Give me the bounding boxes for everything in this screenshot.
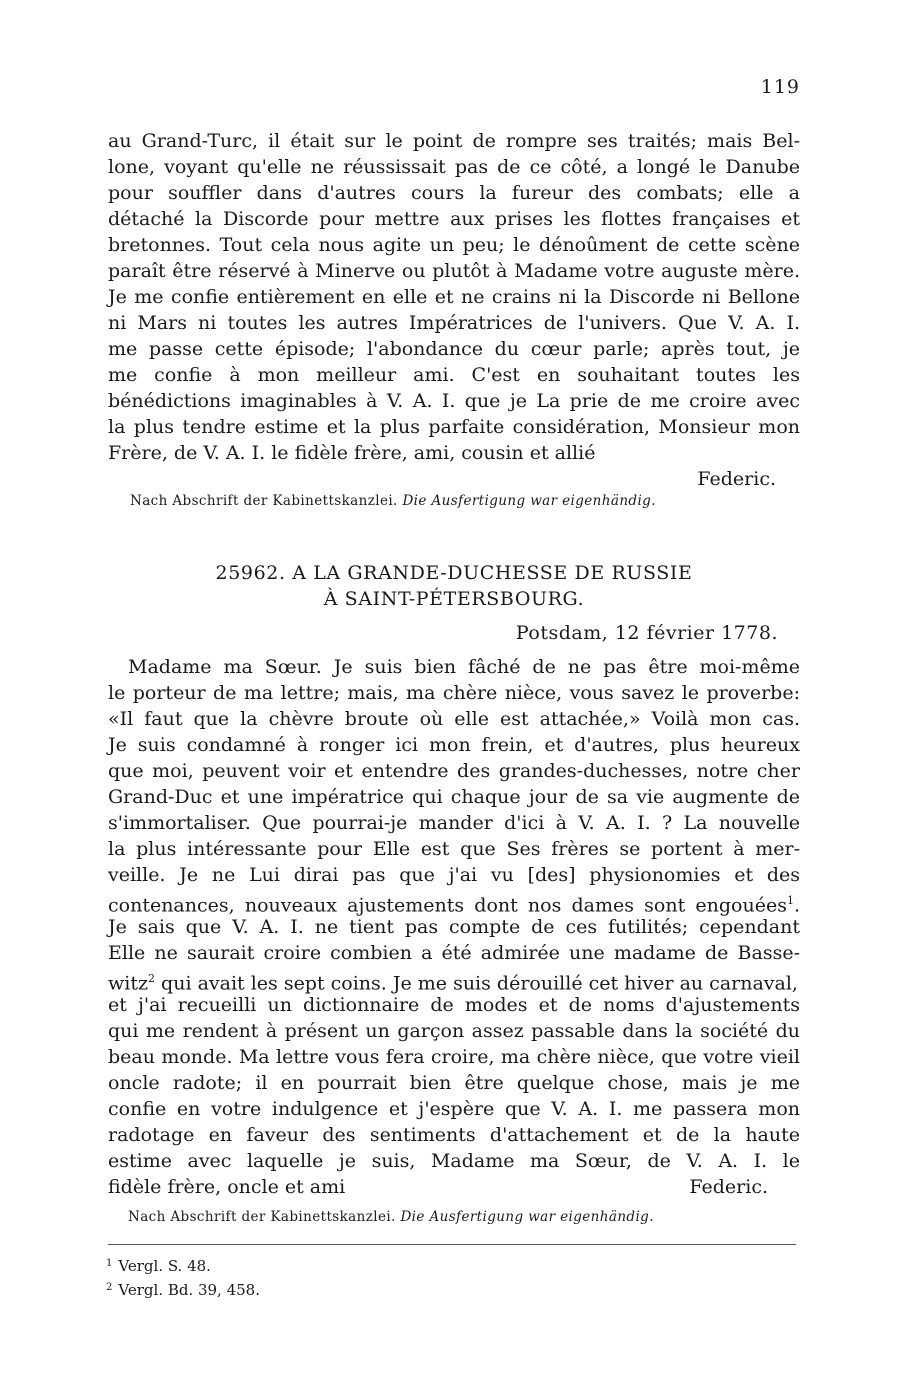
source-note — [108, 1208, 800, 1226]
text-line — [108, 966, 800, 995]
text-line: au Grand-Turc, il était sur le point de rompre ses traités; mais Bel- — [108, 130, 800, 152]
text-line: qui me rendent à présent un garçon assez passable dans la société du — [108, 1020, 800, 1042]
source-note-plain: Nach Abschrift der Kabinettskanzlei. — [128, 1209, 396, 1225]
text-line: pour souffler dans d'autres cours la fureur des combats; elle a — [108, 182, 800, 204]
text-line: paraît être réservé à Minerve ou plutôt à Madame votre auguste mère. — [108, 260, 800, 282]
text-line: radotage en faveur des sentiments d'attachement et de la haute — [108, 1124, 800, 1146]
letter-heading-line1: 25962. A LA GRANDE-DUCHESSE DE RUSSIE — [215, 562, 693, 584]
text-line: la plus intéressante pour Elle est que Ses frères se portent à mer- — [108, 838, 800, 860]
text-line: la plus tendre estime et la plus parfaite considération, Monsieur mon — [108, 416, 800, 438]
text-line: détaché la Discorde pour mettre aux prises les flottes françaises et — [108, 208, 800, 230]
text-line: le porteur de ma lettre; mais, ma chère nièce, vous savez le proverbe: — [108, 682, 800, 704]
text-segment: fidèle frère, oncle et ami — [108, 1176, 346, 1198]
text-line: Frère, de V. A. I. le fidèle frère, ami, cousin et allié — [108, 442, 596, 464]
footnote — [106, 1254, 211, 1276]
text-line: me confie à mon meilleur ami. C'est en souhaitant toutes les — [108, 364, 800, 386]
source-note-plain: Nach Abschrift der Kabinettskanzlei. — [130, 493, 398, 509]
footnote-text: Vergl. Bd. 39, 458. — [118, 1281, 260, 1299]
footnote-text: Vergl. S. 48. — [118, 1257, 211, 1275]
page-number: 119 — [760, 76, 800, 98]
text-line: veille. Je ne Lui dirai pas que j'ai vu [des] physionomies et des — [108, 864, 800, 886]
signature: Federic. — [697, 468, 776, 490]
source-note-italic: Die Ausfertigung war eigenhändig. — [402, 493, 656, 509]
letter-heading — [108, 560, 800, 646]
footnote-marker: 1 — [106, 1258, 113, 1269]
source-note-italic: Die Ausfertigung war eigenhändig. — [400, 1209, 654, 1225]
dateline: Potsdam, 12 février 1778. — [515, 622, 778, 644]
text-line: confie en votre indulgence et j'espère que V. A. I. me passera mon — [108, 1098, 800, 1120]
text-line: bretonnes. Tout cela nous agite un peu; le dénoûment de cette scène — [108, 234, 800, 256]
text-segment: witz — [108, 972, 148, 995]
text-line: beau monde. Ma lettre vous fera croire, ma chère nièce, que votre vieil — [108, 1046, 800, 1068]
source-note — [108, 492, 800, 510]
text-line: contenances, nouveaux ajustements dont nos dames sont engouées$^1$. — [108, 894, 800, 917]
text-line: Elle ne saurait croire combien a été admirée une madame de Basse- — [108, 942, 800, 964]
footnote-ref: 2 — [148, 972, 155, 985]
text-line: s'immortaliser. Que pourrai-je mander d'ici à V. A. I. ? La nouvelle — [108, 812, 800, 834]
footnote-ref: 1 — [786, 894, 794, 907]
text-line — [108, 1174, 800, 1200]
text-line: lone, voyant qu'elle ne réussissait pas de ce côté, a longé le Danube — [108, 156, 800, 178]
text-line: Madame ma Sœur. Je suis bien fâché de ne pas être moi-même — [128, 656, 800, 678]
text-line: Je suis condamné à ronger ici mon frein, et d'autres, plus heureux — [108, 734, 800, 756]
text-line: Je sais que V. A. I. ne tient pas compte de ces futilités; cependant — [108, 916, 800, 938]
letter-heading-line2: À SAINT-PÉTERSBOURG. — [323, 588, 585, 610]
letter-continuation — [108, 128, 800, 510]
text-line: ni Mars ni toutes les autres Impératrices de l'univers. Que V. A. I. — [108, 312, 800, 334]
text-line: Je me confie entièrement en elle et ne crains ni la Discorde ni Bellone — [108, 286, 800, 308]
text-line: Grand-Duc et une impératrice qui chaque jour de sa vie augmente de — [108, 786, 800, 808]
signature: Federic. — [689, 1176, 768, 1198]
footnote-rule — [108, 1244, 796, 1245]
footnote — [106, 1278, 260, 1300]
text-line: bénédictions imaginables à V. A. I. que je La prie de me croire avec — [108, 390, 800, 412]
footnote-marker: 2 — [106, 1282, 113, 1293]
text-line: et j'ai recueilli un dictionnaire de modes et de noms d'ajustements — [108, 994, 800, 1016]
text-segment: contenances, nouveaux ajustements dont nos dames sont engouées — [108, 894, 787, 917]
text-segment: qui avait les sept coins. Je me suis dérouillé cet hiver au carnaval, — [161, 972, 798, 995]
text-line: estime avec laquelle je suis, Madame ma Sœur, de V. A. I. le — [108, 1150, 800, 1172]
letter-body — [108, 654, 800, 1226]
text-line: que moi, peuvent voir et entendre des grandes-duchesses, notre cher — [108, 760, 800, 782]
text-line: me passe cette épisode; l'abondance du cœur parle; après tout, je — [108, 338, 800, 360]
text-line: «Il faut que la chèvre broute où elle est attachée,» Voilà mon cas. — [108, 708, 800, 730]
text-line: oncle radote; il en pourrait bien être quelque chose, mais je me — [108, 1072, 800, 1094]
